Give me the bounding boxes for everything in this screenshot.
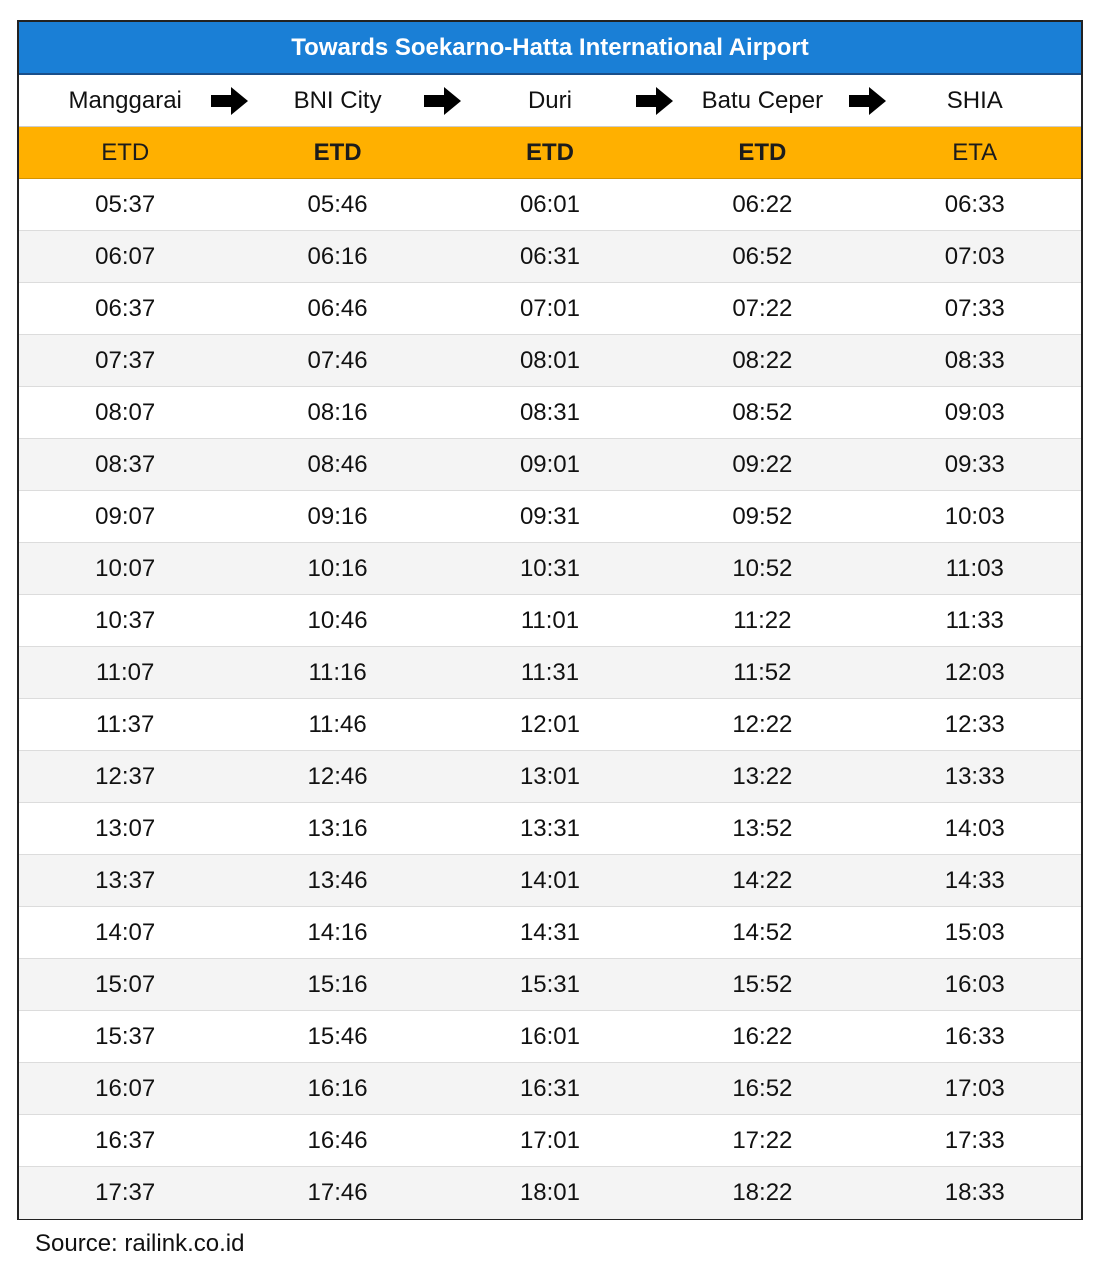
- time-cell: 09:31: [519, 502, 580, 530]
- station-name: Batu Ceper: [701, 86, 824, 114]
- table-row: [19, 179, 1081, 231]
- time-cell: 11:07: [96, 658, 155, 686]
- table-row: [19, 907, 1081, 959]
- time-cell: 16:52: [732, 1074, 793, 1102]
- table-row: [19, 335, 1081, 387]
- time-cell: 09:01: [519, 450, 580, 478]
- source-note: Source: railink.co.id: [35, 1230, 245, 1257]
- time-cell: 05:46: [307, 190, 368, 218]
- column-header: ETA: [952, 138, 998, 166]
- time-cell: 11:46: [308, 710, 367, 738]
- timetable: [17, 20, 1083, 1220]
- time-cell: 06:52: [732, 242, 793, 270]
- station-cell: [444, 87, 656, 115]
- time-cell: 09:16: [307, 502, 368, 530]
- time-cell: 14:07: [95, 918, 156, 946]
- time-cell: 14:33: [944, 866, 1005, 894]
- time-cell: 06:46: [307, 294, 368, 322]
- time-cell: 08:16: [307, 398, 368, 426]
- time-cell: 17:22: [732, 1126, 793, 1154]
- time-cell: 08:37: [95, 450, 156, 478]
- time-cell: 11:37: [96, 710, 155, 738]
- time-cell: 18:01: [519, 1179, 580, 1206]
- column-header: ETD: [738, 138, 787, 166]
- time-cell: 16:07: [95, 1074, 156, 1102]
- time-cell: 14:16: [307, 918, 368, 946]
- table-row: [19, 283, 1081, 335]
- table-row: [19, 1167, 1081, 1219]
- time-cell: 13:33: [944, 762, 1005, 790]
- time-cell: 10:16: [307, 554, 368, 582]
- time-cell: 16:03: [944, 970, 1005, 998]
- timetable-title: Towards Soekarno-Hatta International Airport: [19, 22, 1081, 75]
- time-cell: 15:46: [307, 1022, 368, 1050]
- table-row: [19, 751, 1081, 803]
- time-cell: 15:37: [95, 1022, 156, 1050]
- table-row: [19, 959, 1081, 1011]
- time-cell: 08:52: [732, 398, 793, 426]
- time-cell: 08:07: [95, 398, 156, 426]
- time-cell: 10:46: [307, 606, 368, 634]
- time-cell: 14:52: [732, 918, 793, 946]
- time-cell: 06:33: [944, 190, 1005, 218]
- table-row: [19, 439, 1081, 491]
- station-cell: [231, 87, 443, 115]
- time-cell: 11:16: [308, 658, 367, 686]
- time-cell: 13:16: [307, 814, 368, 842]
- column-header-row: [19, 127, 1081, 179]
- time-cell: 17:01: [519, 1126, 580, 1154]
- time-cell: 18:33: [944, 1179, 1005, 1206]
- time-cell: 17:37: [95, 1179, 156, 1206]
- time-cell: 06:22: [732, 190, 793, 218]
- time-cell: 06:01: [519, 190, 580, 218]
- time-cell: 14:03: [944, 814, 1005, 842]
- table-row: [19, 231, 1081, 283]
- time-cell: 12:37: [95, 762, 156, 790]
- time-cell: 10:31: [519, 554, 580, 582]
- time-cell: 17:03: [944, 1074, 1005, 1102]
- table-row: [19, 595, 1081, 647]
- time-cell: 13:46: [307, 866, 368, 894]
- time-cell: 13:22: [732, 762, 793, 790]
- time-cell: 13:37: [95, 866, 156, 894]
- time-cell: 13:52: [732, 814, 793, 842]
- time-cell: 09:07: [95, 502, 156, 530]
- time-cell: 12:46: [307, 762, 368, 790]
- station-name: Duri: [527, 86, 572, 114]
- time-cell: 12:33: [944, 710, 1005, 738]
- station-cell: [656, 87, 868, 115]
- time-cell: 09:33: [944, 450, 1005, 478]
- time-cell: 10:03: [944, 502, 1005, 530]
- time-cell: 11:03: [945, 554, 1004, 582]
- time-cell: 09:22: [732, 450, 793, 478]
- time-cell: 08:22: [732, 346, 793, 374]
- time-cell: 15:52: [732, 970, 793, 998]
- table-row: [19, 491, 1081, 543]
- schedule-rows: [19, 179, 1081, 1219]
- time-cell: 11:33: [945, 606, 1004, 634]
- table-row: [19, 699, 1081, 751]
- time-cell: 16:22: [732, 1022, 793, 1050]
- table-row: [19, 1115, 1081, 1167]
- station-name: SHIA: [946, 86, 1003, 114]
- time-cell: 08:01: [519, 346, 580, 374]
- table-row: [19, 855, 1081, 907]
- time-cell: 11:22: [733, 606, 792, 634]
- time-cell: 12:01: [519, 710, 580, 738]
- time-cell: 16:31: [519, 1074, 580, 1102]
- time-cell: 16:37: [95, 1126, 156, 1154]
- time-cell: 11:52: [733, 658, 792, 686]
- time-cell: 15:07: [95, 970, 156, 998]
- time-cell: 14:22: [732, 866, 793, 894]
- time-cell: 18:22: [732, 1179, 793, 1206]
- table-row: [19, 543, 1081, 595]
- time-cell: 15:31: [519, 970, 580, 998]
- time-cell: 10:52: [732, 554, 793, 582]
- time-cell: 08:31: [519, 398, 580, 426]
- time-cell: 08:33: [944, 346, 1005, 374]
- time-cell: 07:03: [944, 242, 1005, 270]
- column-header: ETD: [525, 138, 574, 166]
- station-cell: [869, 87, 1081, 115]
- time-cell: 14:01: [519, 866, 580, 894]
- time-cell: 06:31: [519, 242, 580, 270]
- column-header: ETD: [313, 138, 362, 166]
- time-cell: 09:52: [732, 502, 793, 530]
- table-row: [19, 803, 1081, 855]
- time-cell: 16:16: [307, 1074, 368, 1102]
- table-row: [19, 387, 1081, 439]
- station-name: Manggarai: [68, 86, 182, 114]
- time-cell: 07:37: [95, 346, 156, 374]
- time-cell: 06:07: [95, 242, 156, 270]
- time-cell: 13:07: [95, 814, 156, 842]
- time-cell: 17:33: [944, 1126, 1005, 1154]
- time-cell: 15:16: [307, 970, 368, 998]
- time-cell: 12:03: [944, 658, 1005, 686]
- time-cell: 13:01: [519, 762, 580, 790]
- table-row: [19, 647, 1081, 699]
- time-cell: 16:33: [944, 1022, 1005, 1050]
- station-cell: [19, 87, 231, 115]
- table-row: [19, 1011, 1081, 1063]
- time-cell: 16:46: [307, 1126, 368, 1154]
- time-cell: 11:01: [520, 606, 580, 634]
- time-cell: 07:46: [307, 346, 368, 374]
- time-cell: 16:01: [519, 1022, 580, 1050]
- station-name: BNI City: [293, 86, 382, 114]
- time-cell: 07:22: [732, 294, 793, 322]
- time-cell: 13:31: [519, 814, 580, 842]
- time-cell: 06:37: [95, 294, 156, 322]
- time-cell: 11:31: [520, 658, 580, 686]
- time-cell: 10:37: [95, 606, 156, 634]
- time-cell: 06:16: [307, 242, 368, 270]
- time-cell: 08:46: [307, 450, 368, 478]
- time-cell: 10:07: [95, 554, 156, 582]
- time-cell: 12:22: [732, 710, 793, 738]
- time-cell: 09:03: [944, 398, 1005, 426]
- station-route-row: [19, 75, 1081, 127]
- time-cell: 07:01: [519, 294, 580, 322]
- time-cell: 15:03: [944, 918, 1005, 946]
- time-cell: 07:33: [944, 294, 1005, 322]
- time-cell: 17:46: [307, 1179, 368, 1206]
- table-row: [19, 1063, 1081, 1115]
- time-cell: 05:37: [95, 190, 156, 218]
- column-header: ETD: [101, 138, 150, 166]
- time-cell: 14:31: [519, 918, 580, 946]
